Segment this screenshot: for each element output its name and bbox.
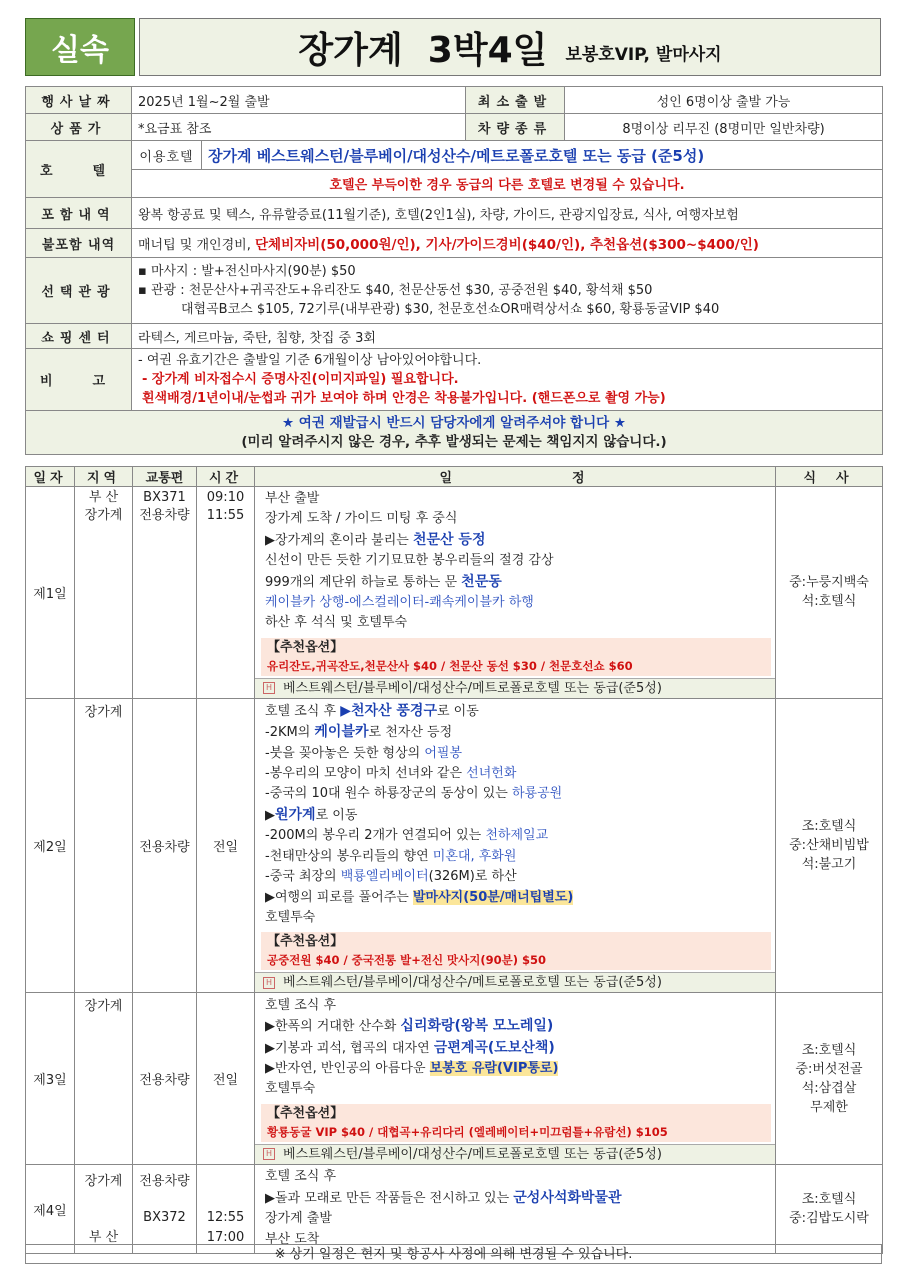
- itinerary-row: [26, 1165, 883, 1254]
- meal: 중:버섯전골: [795, 1061, 863, 1077]
- price-label: 상품가: [26, 114, 132, 141]
- time: 17:00: [206, 1230, 245, 1246]
- schedule-line: [265, 701, 769, 722]
- transport: BX371: [143, 490, 186, 505]
- opt-massage: ▪ 마사지 : 발+전신마사지(90분) $50: [138, 264, 356, 279]
- price-value: *요금표 참조: [132, 114, 466, 141]
- meal: 중:누룽지백숙: [789, 575, 869, 591]
- meal: 석:호텔식: [801, 594, 857, 610]
- time: 전일: [197, 698, 255, 992]
- transport-cell: [133, 1165, 197, 1254]
- incl-label: 포함내역: [26, 198, 132, 229]
- schedule-line: [265, 1016, 769, 1037]
- page-header: [25, 18, 881, 76]
- opt-tour-2: 대협곡B코스 $105, 72기루(내부관광) $30, 천문호선쇼OR매력상서쇼 $60, 황룡동굴VIP $40: [181, 302, 720, 317]
- meal: 중:산채비빔밥: [789, 838, 869, 854]
- hotel-icon: H: [263, 682, 275, 694]
- hotel-line: [255, 1144, 775, 1164]
- meals-cell: [776, 698, 883, 992]
- schedule-line: [265, 826, 769, 846]
- time: 12:55: [206, 1210, 245, 1226]
- meal: 조:호텔식: [801, 1192, 857, 1208]
- transport: 전용차량: [133, 698, 197, 992]
- schedule-cell: [255, 993, 776, 1165]
- schedule-text: 로 이동: [436, 703, 479, 719]
- hotel-icon: H: [263, 977, 275, 989]
- option-title: 【추천옵션】: [267, 1105, 344, 1121]
- highlight: ▶천자산 풍경구: [340, 702, 437, 719]
- schedule-text: ▶: [265, 807, 275, 823]
- meal: 조:호텔식: [801, 819, 857, 835]
- schedule-line: [265, 805, 769, 826]
- note-line-2: - 장가계 비자접수시 증명사진(이미지파일) 필요합니다.: [142, 372, 459, 387]
- period-label: 행사날짜: [26, 87, 132, 114]
- note-value: [132, 349, 883, 411]
- place: 미혼대, 후화원: [432, 848, 517, 864]
- meals-cell: [776, 993, 883, 1165]
- place: 어필봉: [424, 745, 463, 761]
- category-badge: 실속: [25, 18, 135, 76]
- schedule-line: [265, 784, 769, 804]
- opt-label: 선택관광: [26, 258, 132, 324]
- schedule-line: [265, 722, 769, 743]
- recommended-option: [261, 1104, 771, 1142]
- schedule-text: ▶한폭의 거대한 산수화: [265, 1019, 401, 1035]
- hotel-sub-label: 이용호텔: [132, 141, 202, 170]
- highlight: 천문산 등정: [412, 531, 486, 548]
- hotel-text: 베스트웨스턴/블루베이/대성산수/메트로폴로호텔 또는 동급(준5성): [283, 975, 662, 991]
- shop-label: 쇼핑센터: [26, 324, 132, 349]
- meals-cell: [776, 1165, 883, 1254]
- schedule-line: [265, 1188, 769, 1209]
- itinerary-row: [26, 993, 883, 1165]
- option-value: 황룡동굴 VIP $40 / 대협곡+유리다리 (엘레베이터+미끄럼틀+유람선) $105: [267, 1124, 668, 1139]
- schedule-line: [265, 764, 769, 784]
- page-subtitle: 보봉호VIP, 발마사지: [565, 44, 722, 65]
- option-title: 【추천옵션】: [267, 934, 344, 950]
- notice-line-2: (미리 알려주시지 않은 경우, 추후 발생되는 문제는 책임지지 않습니다.): [241, 433, 667, 450]
- place: 선녀헌화: [466, 766, 517, 782]
- place: 천하제일교: [485, 828, 549, 844]
- title-box: [139, 18, 881, 76]
- period-value: 2025년 1월~2월 출발: [132, 87, 466, 114]
- schedule-text: -중국 최장의: [265, 869, 341, 885]
- schedule-line: 하산 후 석식 및 호텔투숙: [265, 615, 408, 631]
- schedule-line: [265, 847, 769, 867]
- highlight: 발마사지(50분/매너팁별도): [412, 889, 574, 905]
- schedule-text: -중국의 10대 원수 하룡장군의 동상이 있는: [265, 786, 512, 802]
- schedule-line: 장가계 출발: [265, 1211, 332, 1227]
- itinerary-row: [26, 487, 883, 699]
- schedule-text: 호텔 조식 후: [265, 703, 341, 719]
- schedule-line: 부산 도착: [265, 1231, 320, 1247]
- note-line-3: 흰색배경/1년이내/눈썹과 귀가 보여야 하며 안경은 착용불가입니다. (핸드폰으로 촬영 가능): [142, 391, 666, 406]
- col-meals: 식사: [776, 467, 883, 487]
- transport: 전용차량: [139, 508, 190, 523]
- transport: 전용차량: [133, 993, 197, 1165]
- schedule-line: [265, 1038, 769, 1059]
- schedule-line: 장가계 도착 / 가이드 미팅 후 중식: [265, 511, 458, 527]
- region: 장가계: [75, 698, 133, 992]
- vehicle-value: 8명이상 리무진 (8명미만 일반차량): [565, 114, 883, 141]
- col-time: 시간: [197, 467, 255, 487]
- place: 하룡공원: [511, 786, 563, 802]
- schedule-line: 케이블카 상행-에스컬레이터-쾌속케이블카 하행: [265, 595, 534, 611]
- note-label: 비고: [26, 349, 132, 411]
- recommended-option: [261, 638, 771, 676]
- highlight: 십리화랑(왕복 모노레일): [400, 1018, 554, 1035]
- time: 11:55: [206, 508, 245, 523]
- min-value: 성인 6명이상 출발 가능: [565, 87, 883, 114]
- day-label: 제4일: [26, 1165, 75, 1254]
- info-table: [25, 86, 883, 455]
- schedule-text: ▶기봉과 괴석, 협곡의 대자연: [265, 1040, 434, 1056]
- region: 장가계: [84, 1174, 123, 1190]
- excl-label: 불포함 내역: [26, 229, 132, 258]
- transport: 전용차량: [139, 1174, 190, 1190]
- schedule-text: 로 천자산 등정: [368, 725, 453, 741]
- schedule-line: [265, 888, 769, 908]
- option-title: 【추천옵션】: [267, 639, 344, 655]
- option-value: 공중전원 $40 / 중국전통 발+전신 맛사지(90분) $50: [267, 953, 547, 968]
- min-label: 최소출발: [466, 87, 565, 114]
- schedule-line: [265, 1059, 769, 1079]
- highlight: 보봉호 유람(VIP통로): [429, 1061, 559, 1077]
- highlight: 금편계곡(도보산책): [433, 1039, 555, 1056]
- option-value: 유리잔도,귀곡잔도,천문산사 $40 / 천문산 동선 $30 / 천문호선쇼 $60: [267, 658, 633, 673]
- hotel-value: 장가계 베스트웨스턴/블루베이/대성산수/메트로폴로호텔 또는 동급 (준5성): [202, 141, 883, 170]
- schedule-cell: [255, 1165, 776, 1254]
- day-label: 제2일: [26, 698, 75, 992]
- note-line-1: - 여권 유효기간은 출발일 기준 6개월이상 남아있어야합니다.: [138, 353, 482, 368]
- place: 백룡엘리베이터: [340, 869, 429, 885]
- day-label: 제3일: [26, 993, 75, 1165]
- time-spacer: [197, 1170, 254, 1208]
- hotel-note: 호텔은 부득이한 경우 동급의 다른 호텔로 변경될 수 있습니다.: [132, 170, 883, 198]
- highlight: 케이블카: [314, 724, 369, 741]
- schedule-line: 호텔 조식 후: [265, 1169, 337, 1185]
- meal: 무제한: [810, 1099, 848, 1115]
- meal: 석:삼겹살: [801, 1080, 857, 1096]
- col-transport: 교통편: [133, 467, 197, 487]
- schedule-text: -봉우리의 모양이 마치 선녀와 같은: [265, 766, 467, 782]
- region: 장가계: [75, 993, 133, 1165]
- col-region: 지역: [75, 467, 133, 487]
- excl-red: 단체비자비(50,000원/인), 기사/가이드경비($40/인), 추천옵션($300~$400/인): [255, 237, 759, 253]
- schedule-text: 로 이동: [315, 807, 358, 823]
- schedule-text: -200M의 봉우리 2개가 연결되어 있는: [265, 828, 486, 844]
- schedule-line: 호텔 조식 후: [265, 997, 337, 1013]
- highlight: 천문동: [461, 573, 502, 590]
- schedule-cell: [255, 698, 776, 992]
- vehicle-label: 차량종류: [466, 114, 565, 141]
- itinerary-table: [25, 466, 883, 1254]
- schedule-text: ▶장가계의 혼이라 불리는: [265, 532, 413, 548]
- schedule-text: -붓을 꽂아놓은 듯한 형상의: [265, 745, 425, 761]
- region: 부 산: [88, 490, 119, 505]
- schedule-text: ▶돌과 모래로 만든 작품들은 전시하고 있는: [265, 1190, 514, 1206]
- schedule-text: (326M)로 하산: [428, 869, 517, 885]
- schedule-line: [265, 572, 769, 593]
- schedule-line: 신선이 만든 듯한 기기묘묘한 봉우리들의 절경 감상: [265, 553, 554, 569]
- region: 부 산: [88, 1230, 119, 1246]
- shop-value: 라텍스, 게르마늄, 죽탄, 침향, 찻집 중 3회: [132, 324, 883, 349]
- col-day: 일자: [26, 467, 75, 487]
- hotel-line: [255, 972, 775, 992]
- schedule-line: 호텔투숙: [265, 909, 316, 925]
- footer-note: ※ 상기 일정은 현지 및 항공사 사정에 의해 변경될 수 있습니다.: [25, 1244, 882, 1264]
- page-title: 장가계 3박4일: [298, 29, 548, 71]
- region-cell: [75, 1165, 133, 1254]
- time: 전일: [197, 993, 255, 1165]
- notice-line-1: ★ 여권 재발급시 반드시 담당자에게 알려주셔야 합니다 ★: [282, 414, 627, 431]
- meals-cell: [776, 487, 883, 699]
- passport-notice: [26, 411, 883, 455]
- schedule-line: [265, 744, 769, 764]
- hotel-line: [255, 678, 775, 698]
- day-label: 제1일: [26, 487, 75, 699]
- meal: 조:호텔식: [801, 1042, 857, 1058]
- schedule-line: [265, 867, 769, 887]
- col-schedule: 일정: [255, 467, 776, 487]
- recommended-option: [261, 932, 771, 970]
- meal: 석:불고기: [801, 857, 857, 873]
- schedule-text: ▶반자연, 반인공의 아름다운: [265, 1061, 430, 1077]
- region: 장가계: [84, 508, 123, 523]
- hotel-text: 베스트웨스턴/블루베이/대성산수/메트로폴로호텔 또는 동급(준5성): [283, 680, 662, 696]
- highlight: 원가계: [275, 806, 316, 823]
- schedule-line: [265, 530, 769, 551]
- hotel-icon: H: [263, 1148, 275, 1160]
- region-cell: [75, 487, 133, 699]
- transport-cell: [133, 487, 197, 699]
- meal: 중:김밥도시락: [789, 1211, 869, 1227]
- schedule-text: -천태만상의 봉우리들의 향연: [265, 848, 433, 864]
- transport: BX372: [143, 1210, 186, 1226]
- excl-value: [132, 229, 883, 258]
- schedule-text: ▶여행의 피로를 풀어주는: [265, 889, 413, 905]
- time-cell: [197, 1165, 255, 1254]
- hotel-text: 베스트웨스턴/블루베이/대성산수/메트로폴로호텔 또는 동급(준5성): [283, 1146, 662, 1162]
- highlight: 군성사석화박물관: [513, 1189, 622, 1206]
- itinerary-row: [26, 698, 883, 992]
- schedule-text: -2KM의: [265, 725, 315, 741]
- incl-value: 왕복 항공료 및 텍스, 유류할증료(11월기준), 호텔(2인1실), 차량, 가이드, 관광지입장료, 식사, 여행자보험: [132, 198, 883, 229]
- schedule-line: 부산 출발: [265, 491, 320, 506]
- hotel-label: 호텔: [26, 141, 132, 198]
- opt-value: [132, 258, 883, 324]
- opt-tour: ▪ 관광 : 천문산사+귀곡잔도+유리잔도 $40, 천문산동선 $30, 공중전원 $40, 황석채 $50: [138, 283, 653, 298]
- schedule-text: 999개의 계단위 하늘로 통하는 문: [265, 574, 462, 590]
- time-cell: [197, 487, 255, 699]
- excl-plain: 매너팁 및 개인경비,: [138, 238, 255, 253]
- schedule-cell: [255, 487, 776, 699]
- schedule-line: 호텔투숙: [265, 1081, 316, 1097]
- time: 09:10: [206, 490, 245, 505]
